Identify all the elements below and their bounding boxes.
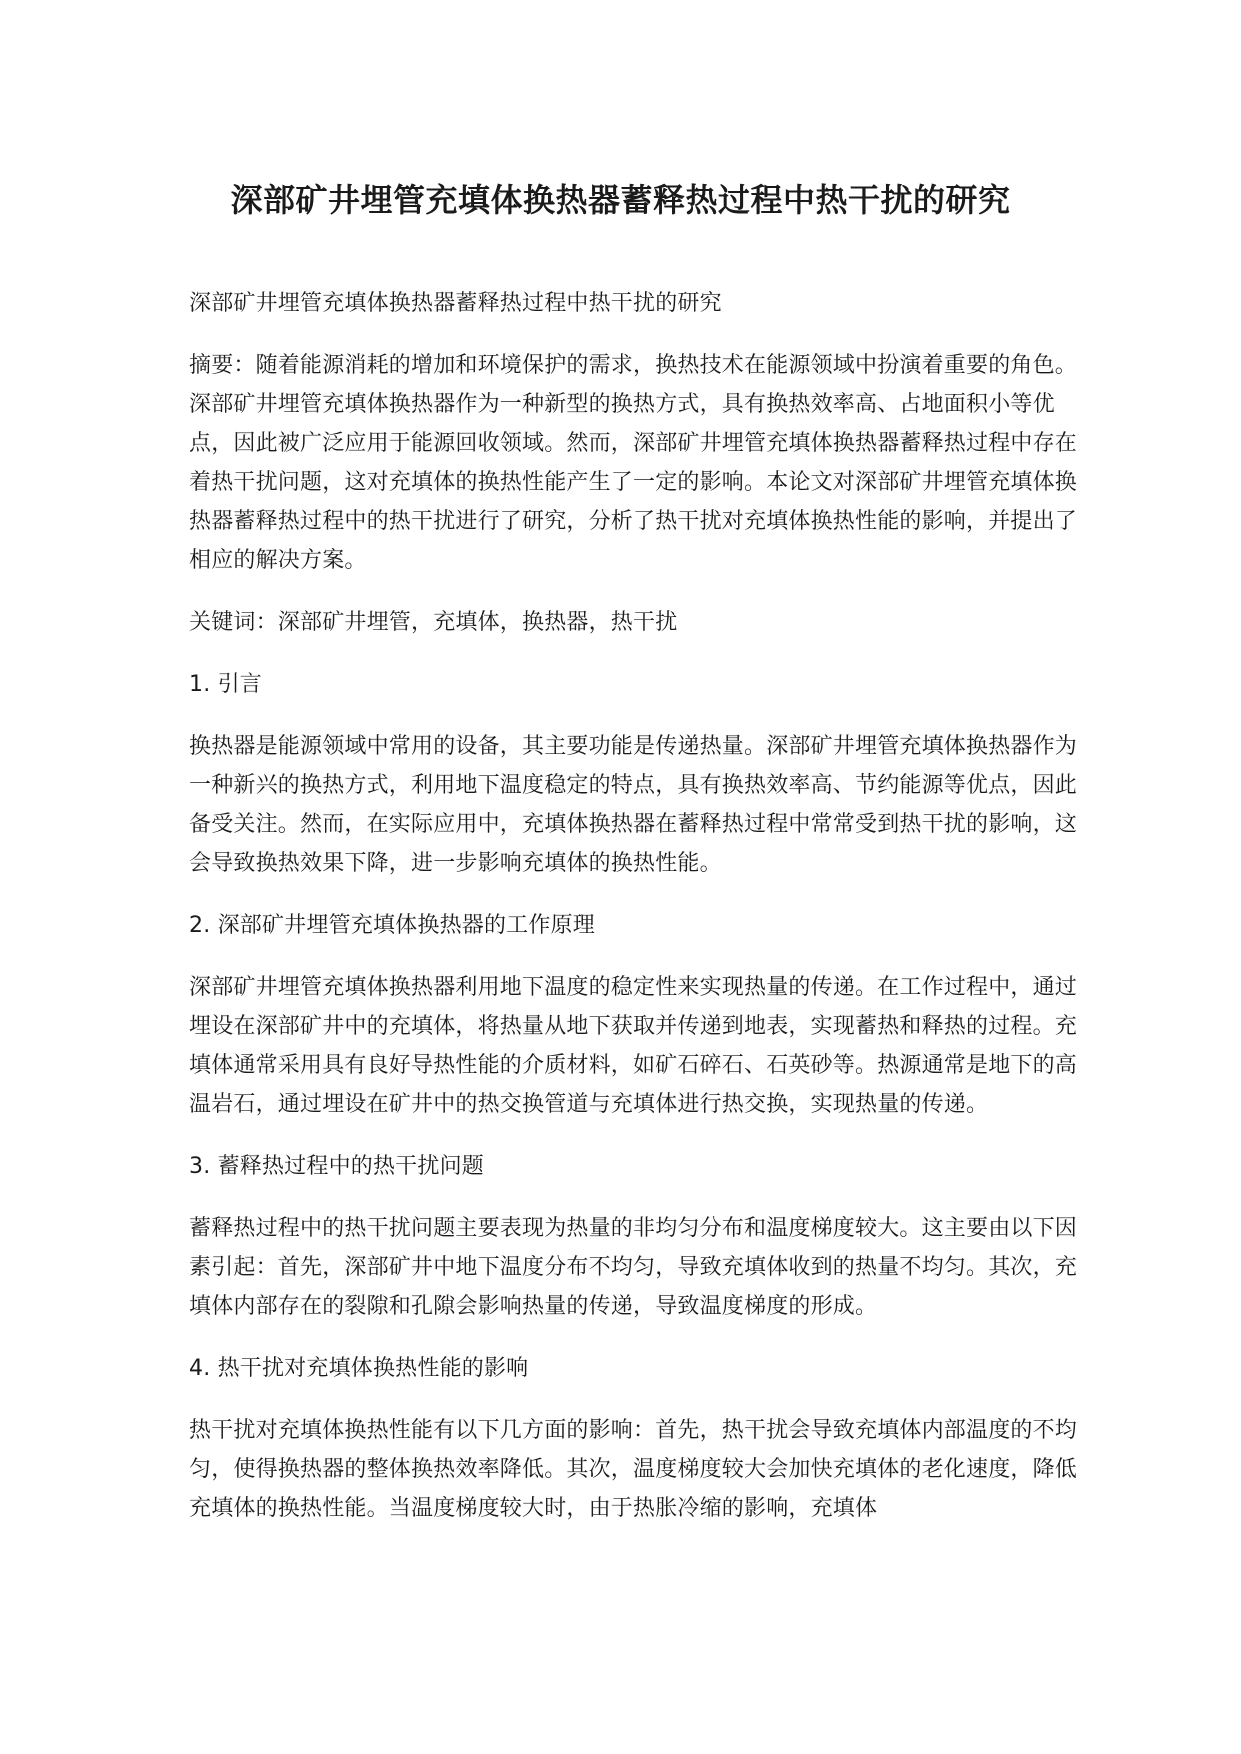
abstract-paragraph: 摘要：随着能源消耗的增加和环境保护的需求，换热技术在能源领域中扮演着重要的角色。深部矿井埋管充填体换热器作为一种新型的换热方式，具有换热效率高、占地面积小等优点，因此被广泛应用于能源回收领域。然而，深部矿井埋管充填体换热器蓄释热过程中存在着热干扰问题，这对充填体的换热性能产生了一定的影响。本论文对深部矿井埋管充填体换热器蓄释热过程中的热干扰进行了研究，分析了热干扰对充填体换热性能的影响，并提出了相应的解决方案。 bbox=[189, 353, 1078, 573]
section-heading-thermal-interference: 3. 蓄释热过程中的热干扰问题 bbox=[189, 1154, 484, 1179]
section-heading-working-principle: 2. 深部矿井埋管充填体换热器的工作原理 bbox=[189, 913, 595, 938]
keywords-line: 关键词：深部矿井埋管，充填体，换热器，热干扰 bbox=[189, 610, 678, 635]
section-body-performance-impact: 热干扰对充填体换热性能有以下几方面的影响：首先，热干扰会导致充填体内部温度的不均匀，使得换热器的整体换热效率降低。其次，温度梯度较大会加快充填体的老化速度，降低充填体的换热性能。当温度梯度较大时，由于热胀冷缩的影响，充填体 bbox=[189, 1418, 1078, 1521]
section-body-thermal-interference: 蓄释热过程中的热干扰问题主要表现为热量的非均匀分布和温度梯度较大。这主要由以下因素引起：首先，深部矿井中地下温度分布不均匀，导致充填体收到的热量不均匀。其次，充填体内部存在的裂隙和孔隙会影响热量的传递，导致温度梯度的形成。 bbox=[189, 1216, 1078, 1319]
document-body bbox=[189, 284, 1084, 1551]
section-heading-introduction: 1. 引言 bbox=[189, 672, 262, 697]
section-body-working-principle: 深部矿井埋管充填体换热器利用地下温度的稳定性来实现热量的传递。在工作过程中，通过埋设在深部矿井中的充填体，将热量从地下获取并传递到地表，实现蓄热和释热的过程。充填体通常采用具有良好导热性能的介质材料，如矿石碎石、石英砂等。热源通常是地下的高温岩石，通过埋设在矿井中的热交换管道与充填体进行热交换，实现热量的传递。 bbox=[189, 975, 1078, 1117]
document-subtitle: 深部矿井埋管充填体换热器蓄释热过程中热干扰的研究 bbox=[189, 291, 722, 316]
section-body-introduction: 换热器是能源领域中常用的设备，其主要功能是传递热量。深部矿井埋管充填体换热器作为一种新兴的换热方式，利用地下温度稳定的特点，具有换热效率高、节约能源等优点，因此备受关注。然而，在实际应用中，充填体换热器在蓄释热过程中常常受到热干扰的影响，这会导致换热效果下降，进一步影响充填体的换热性能。 bbox=[189, 734, 1078, 876]
document-title: 深部矿井埋管充填体换热器蓄释热过程中热干扰的研究 bbox=[230, 181, 1011, 219]
section-heading-performance-impact: 4. 热干扰对充填体换热性能的影响 bbox=[189, 1356, 529, 1381]
